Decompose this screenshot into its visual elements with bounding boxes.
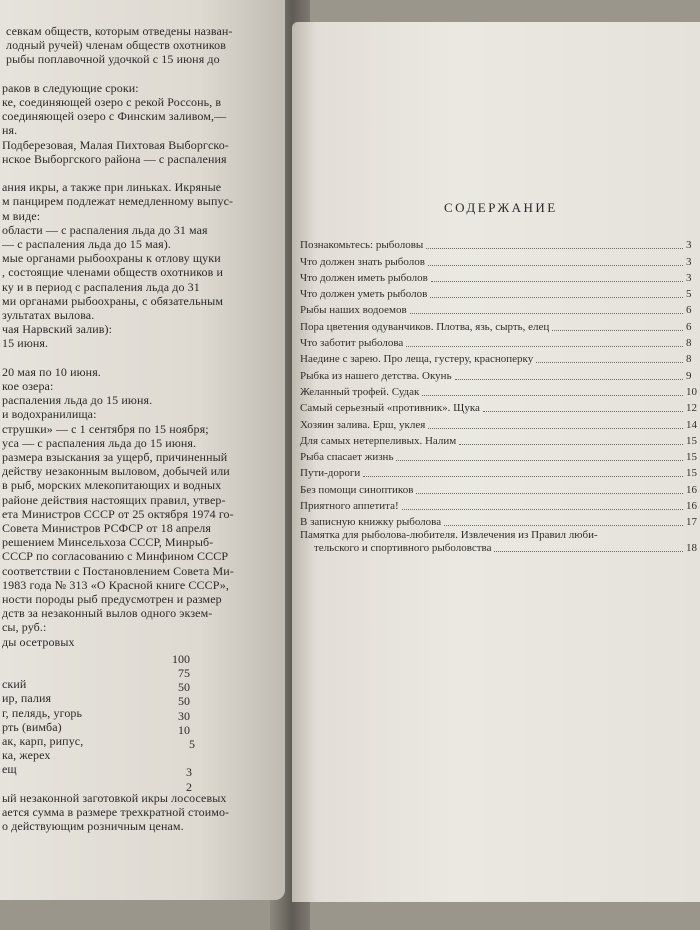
toc-item-title: Наедине с зарею. Про леща, густеру, красноперку: [300, 353, 534, 366]
toc-leader-dots: [430, 297, 683, 298]
toc-item-title: Что заботит рыболова: [300, 337, 404, 350]
left-page-line: соответствии с Постановлением Совета Ми-: [2, 563, 234, 578]
toc-item-title: Приятного аппетита!: [300, 500, 399, 513]
toc-item-title: Самый серьезный «противник». Щука: [300, 402, 480, 415]
left-page-line: распаления льда до 15 июня.: [2, 393, 153, 408]
toc-item: [300, 236, 700, 252]
left-page-line: районе действия настоящих правил, утвер-: [2, 492, 226, 507]
toc-item: [300, 480, 700, 496]
left-page: [0, 0, 285, 900]
toc-item: [300, 432, 700, 448]
fine-amount: 75: [178, 666, 190, 680]
left-page-line: , состоящие членами обществ охотников и: [2, 265, 224, 280]
toc-page-number: 6: [686, 304, 692, 317]
left-page-line: ак, карп, рипус,: [2, 734, 84, 748]
toc-leader-dots: [410, 313, 683, 314]
toc-page-number: 16: [686, 500, 697, 513]
left-page-line: м виде:: [2, 208, 41, 223]
left-page-line: мые органами рыбоохраны к отлову щуки: [2, 251, 221, 266]
toc-leader-dots: [459, 444, 683, 445]
toc-page-number: 15: [686, 467, 697, 480]
left-page-line: ир, палия: [2, 691, 52, 706]
toc-item-title: Без помощи синоптиков: [300, 483, 414, 496]
toc-item: [300, 497, 700, 513]
toc-item-title: Что должен иметь рыболов: [300, 271, 428, 284]
toc-page-number: 17: [686, 516, 697, 529]
left-page-line: решением Минсельхоза СССР, Минрыб-: [2, 535, 214, 550]
toc-item: [300, 252, 700, 268]
toc-item: [300, 334, 700, 350]
toc-page-number: 10: [686, 385, 697, 398]
fine-amount: 100: [172, 652, 190, 666]
toc-page-number: 6: [686, 320, 692, 333]
toc-page-number: 9: [686, 369, 692, 382]
left-page-line: кое озера:: [2, 379, 54, 393]
toc-item-title: Что должен уметь рыболов: [300, 288, 428, 301]
left-page-line: 1983 года № 313 «О Красной книге СССР»,: [2, 577, 229, 592]
left-page-line: ания икры, а также при линьках. Икряные: [2, 180, 222, 195]
contents-heading: СОДЕРЖАНИЕ: [444, 200, 558, 215]
toc-item-title: Что должен знать рыболов: [300, 255, 425, 268]
toc-leader-dots: [422, 395, 683, 396]
toc-item-title: Рыба спасает жизнь: [300, 451, 394, 464]
toc-leader-dots: [552, 330, 683, 331]
left-page-line: м панцирем подлежат немедленному выпус-: [2, 194, 234, 209]
toc-leader-dots: [426, 248, 683, 249]
toc-item-title: Желанный трофей. Судак: [300, 385, 420, 398]
toc-leader-dots: [494, 551, 683, 552]
fine-amount: 5: [189, 737, 195, 751]
toc-page-number: 3: [686, 239, 692, 252]
toc-page-number: 14: [686, 418, 697, 431]
toc-item: [300, 399, 700, 415]
toc-leader-dots: [444, 525, 683, 526]
toc-item-title: Пора цветения одуванчиков. Плотва, язь, сырть, елец: [300, 320, 550, 333]
toc-leader-dots: [536, 362, 683, 363]
left-page-line: Подберезовая, Малая Пихтовая Выборгско-: [2, 137, 229, 152]
left-page-line: зультатах вылова.: [2, 308, 95, 322]
toc-page-number: 18: [686, 542, 697, 555]
toc-item: [300, 415, 700, 431]
toc-item-title: Познакомьтесь: рыболовы: [300, 239, 424, 252]
left-page-line: — с распаления льда до 15 мая).: [2, 237, 171, 251]
fine-amount: 3: [186, 765, 192, 779]
toc-leader-dots: [363, 476, 683, 477]
left-page-line: ка, жерех: [2, 748, 51, 763]
toc-item: [300, 350, 700, 366]
left-page-line: ности породы рыб предусмотрен и размер: [2, 592, 222, 606]
toc-leader-dots: [428, 428, 683, 429]
left-page-line: дств за незаконный вылов одного экзем-: [2, 606, 213, 621]
left-page-line: ми органами рыбоохраны, с обязательным: [2, 293, 224, 308]
toc-leader-dots: [402, 509, 683, 510]
toc-item: [300, 301, 700, 317]
left-page-line: 20 мая по 10 июня.: [2, 364, 101, 379]
left-page-line: ку и в период с распаления льда до 31: [2, 279, 200, 294]
left-page-line: раков в следующие сроки:: [2, 80, 139, 95]
left-page-line: рыбы поплавочной удочкой с 15 июня до: [6, 52, 220, 67]
left-page-line: соединяющей озеро с Финским заливом,—: [2, 109, 227, 124]
left-page-line: сы, руб.:: [2, 620, 47, 635]
toc-item: [300, 285, 700, 301]
toc-leader-dots: [483, 411, 683, 412]
toc-page-number: 8: [686, 337, 692, 350]
left-page-line: севкам обществ, которым отведены назван-: [6, 24, 233, 38]
toc-item-title: Памятка для рыболова-любителя. Извлечения из Правил люби-: [300, 529, 598, 542]
toc-item-title: тельского и спортивного рыболовства: [314, 542, 492, 555]
left-page-line: ета Министров СССР от 25 октября 1974 го-: [2, 506, 234, 521]
left-page-line: чая Нарвский залив):: [2, 322, 113, 337]
toc-item-title: Для самых нетерпеливых. Налим: [300, 434, 457, 447]
toc-item-title: Пути-дороги: [300, 467, 361, 480]
toc-page-number: 12: [686, 402, 697, 415]
fine-amount: 10: [178, 723, 190, 737]
fine-amount: 50: [178, 680, 190, 694]
toc-item-title: Рыбка из нашего детства. Окунь: [300, 369, 452, 382]
left-page-line: ый незаконной заготовкой икры лососевых: [2, 790, 227, 805]
left-page-line: ещ: [2, 762, 17, 777]
toc-leader-dots: [455, 379, 683, 380]
left-page-line: струшки» — с 1 сентября по 15 ноября;: [2, 421, 209, 436]
fine-amount: 2: [186, 780, 192, 794]
toc-item: [300, 383, 700, 399]
toc-page-number: 5: [686, 288, 692, 301]
left-page-line: и водохранилища:: [2, 407, 97, 422]
left-page-line: Совета Министров РСФСР от 18 апреля: [2, 521, 211, 535]
toc-item-title: Хозяин залива. Ерш, уклея: [300, 418, 426, 431]
toc-item: [300, 448, 700, 464]
toc-item: [300, 513, 700, 529]
fine-amount: 50: [178, 694, 190, 708]
left-page-line: нское Выборгского района — с распаления: [2, 151, 227, 166]
left-page-line: 15 июня.: [2, 336, 49, 351]
toc-page-number: 3: [686, 271, 692, 284]
toc-page-number: 8: [686, 353, 692, 366]
toc-item: [300, 366, 700, 382]
toc-leader-dots: [406, 346, 683, 347]
left-page-line: г, пелядь, угорь: [2, 705, 83, 720]
toc-item: [300, 464, 700, 480]
toc-item: [300, 317, 700, 333]
toc-leader-dots: [431, 281, 683, 282]
left-page-line: действу незаконным выловом, добычей или: [2, 464, 230, 479]
left-page-line: размера взыскания за ущерб, причиненный: [2, 450, 228, 464]
left-page-line: ня.: [2, 123, 18, 138]
left-page-line: лодный ручей) членам обществ охотников: [6, 38, 227, 53]
fine-amount: 30: [178, 709, 190, 723]
toc-item-title: Рыбы наших водоемов: [300, 304, 407, 317]
right-page: [292, 22, 700, 902]
toc-page-number: 15: [686, 434, 697, 447]
toc-leader-dots: [396, 460, 683, 461]
left-page-line: ке, соединяющей озеро с рекой Россонь, в: [2, 95, 222, 109]
toc-page-number: 15: [686, 451, 697, 464]
left-page-line: ский: [2, 677, 27, 692]
toc-page-number: 3: [686, 255, 692, 268]
toc-leader-dots: [416, 493, 683, 494]
left-page-line: уса — с распаления льда до 15 июня.: [2, 435, 197, 450]
toc-leader-dots: [428, 265, 683, 266]
left-page-line: СССР по согласованию с Минфином СССР: [2, 549, 229, 564]
left-page-line: ды осетровых: [2, 634, 75, 649]
toc-item-title: В записную книжку рыболова: [300, 516, 442, 529]
toc-page-number: 16: [686, 483, 697, 496]
table-of-contents: [300, 236, 700, 559]
left-page-line: ается сумма в размере трехкратной стоимо-: [2, 805, 230, 819]
left-page-line: в рыб, морских млекопитающих и водных: [2, 478, 222, 493]
left-page-line: о действующим розничным ценам.: [2, 819, 184, 834]
left-page-line: рть (вимба): [2, 719, 62, 734]
toc-item: [300, 529, 700, 559]
left-page-line: области — с распаления льда до 31 мая: [2, 222, 208, 237]
toc-item: [300, 269, 700, 285]
